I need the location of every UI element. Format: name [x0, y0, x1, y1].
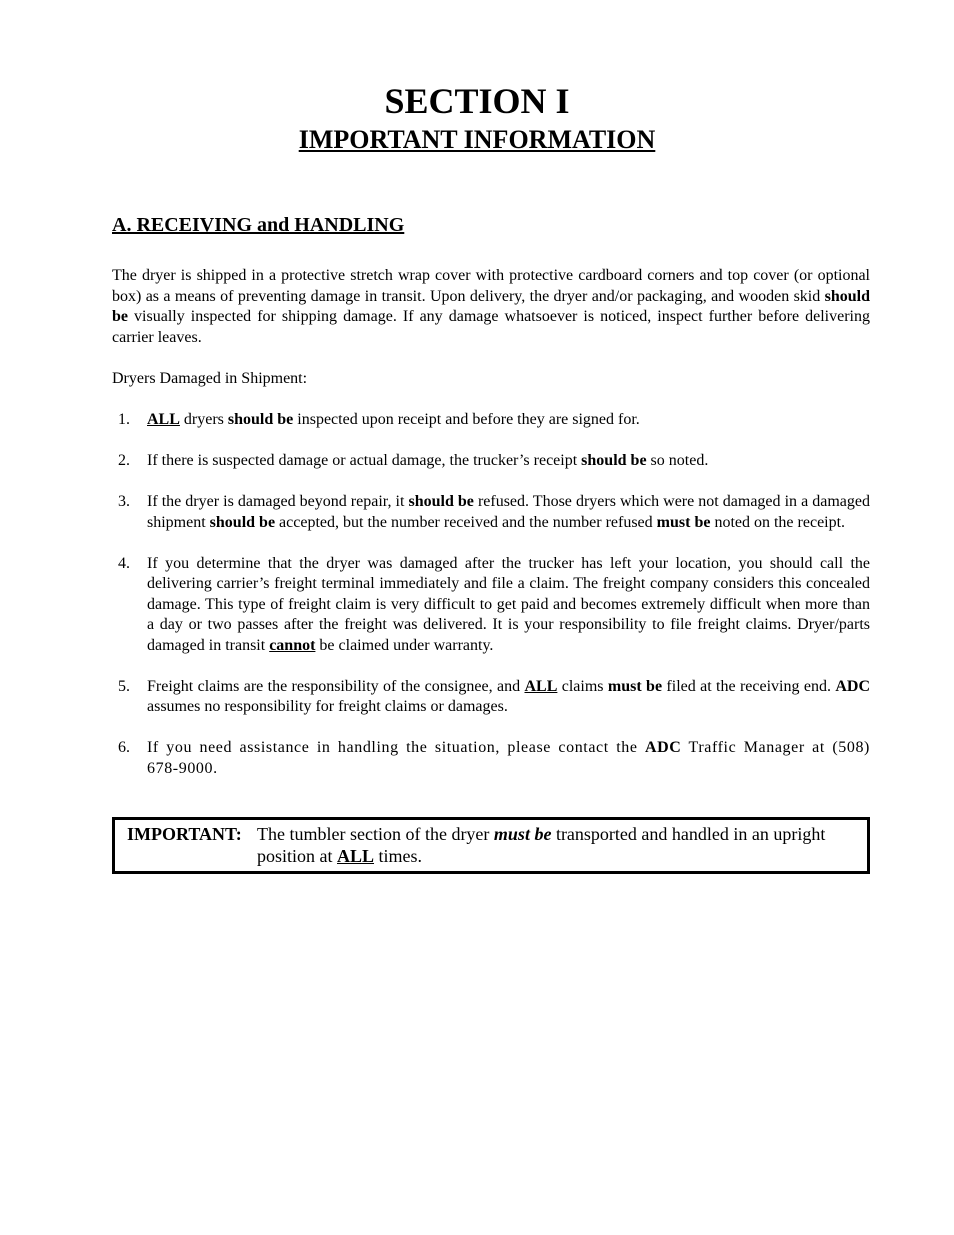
list-number: 2.	[118, 452, 130, 469]
list-item	[112, 492, 870, 533]
list-number: 4.	[118, 554, 130, 572]
list-number: 6.	[118, 739, 130, 756]
list-item	[112, 410, 870, 431]
list-text: Freight claims are the responsibility of the consignee, and ALL claims must be filed at the receiving end. ADC assumes no responsibility for freight claims or damages.	[147, 677, 871, 715]
list-text: ALL dryers should be inspected upon receipt and before they are signed for.	[147, 411, 640, 428]
list-item	[112, 677, 870, 718]
list-number: 1.	[118, 411, 130, 428]
list-text: If you need assistance in handling the situation, please contact the ADC Traffic Manager at (508) 678-9000.	[147, 739, 870, 777]
list-text: If the dryer is damaged beyond repair, it should be refused. Those dryers which were not damaged in a damaged shipment should be accepted, but the number received and the number refused must be noted on the receipt.	[147, 493, 870, 531]
intro-paragraph: The dryer is shipped in a protective stretch wrap cover with protective cardboard corners and top cover (or optional box) as a means of preventing damage in transit. Upon delivery, the dryer and/or packaging, and wooden skid should be visually inspected for shipping damage. If any damage whatsoever is noticed, inspect further before delivering carrier leaves.	[112, 267, 870, 346]
important-label: IMPORTANT:	[127, 824, 242, 844]
subsection-heading: A. RECEIVING and HANDLING	[112, 214, 405, 236]
list-item	[112, 451, 870, 472]
section-title: SECTION I	[384, 81, 570, 121]
list-text: If there is suspected damage or actual damage, the trucker’s receipt should be so noted.	[147, 452, 709, 469]
damage-instructions-list	[112, 410, 870, 800]
list-text: If you determine that the dryer was damaged after the trucker has left your location, you should call the delivering carrier’s freight terminal immediately and file a claim. The freight company considers this concealed damage. This type of freight claim is very difficult to get paid and becomes extremely difficult when more than a day or two passes after the freight was delivered. It is your responsibility to file freight claims. Dryer/parts damaged in transit cannot be claimed under warranty.	[147, 554, 870, 654]
important-text: The tumbler section of the dryer must be transported and handled in an upright position at ALL times.	[257, 824, 826, 866]
important-notice-box	[112, 817, 870, 874]
damaged-label: Dryers Damaged in Shipment:	[112, 370, 308, 387]
list-item	[112, 738, 870, 779]
list-item	[112, 554, 870, 657]
list-number: 5.	[118, 677, 130, 695]
list-number: 3.	[118, 493, 130, 510]
section-subtitle: IMPORTANT INFORMATION	[298, 125, 656, 154]
